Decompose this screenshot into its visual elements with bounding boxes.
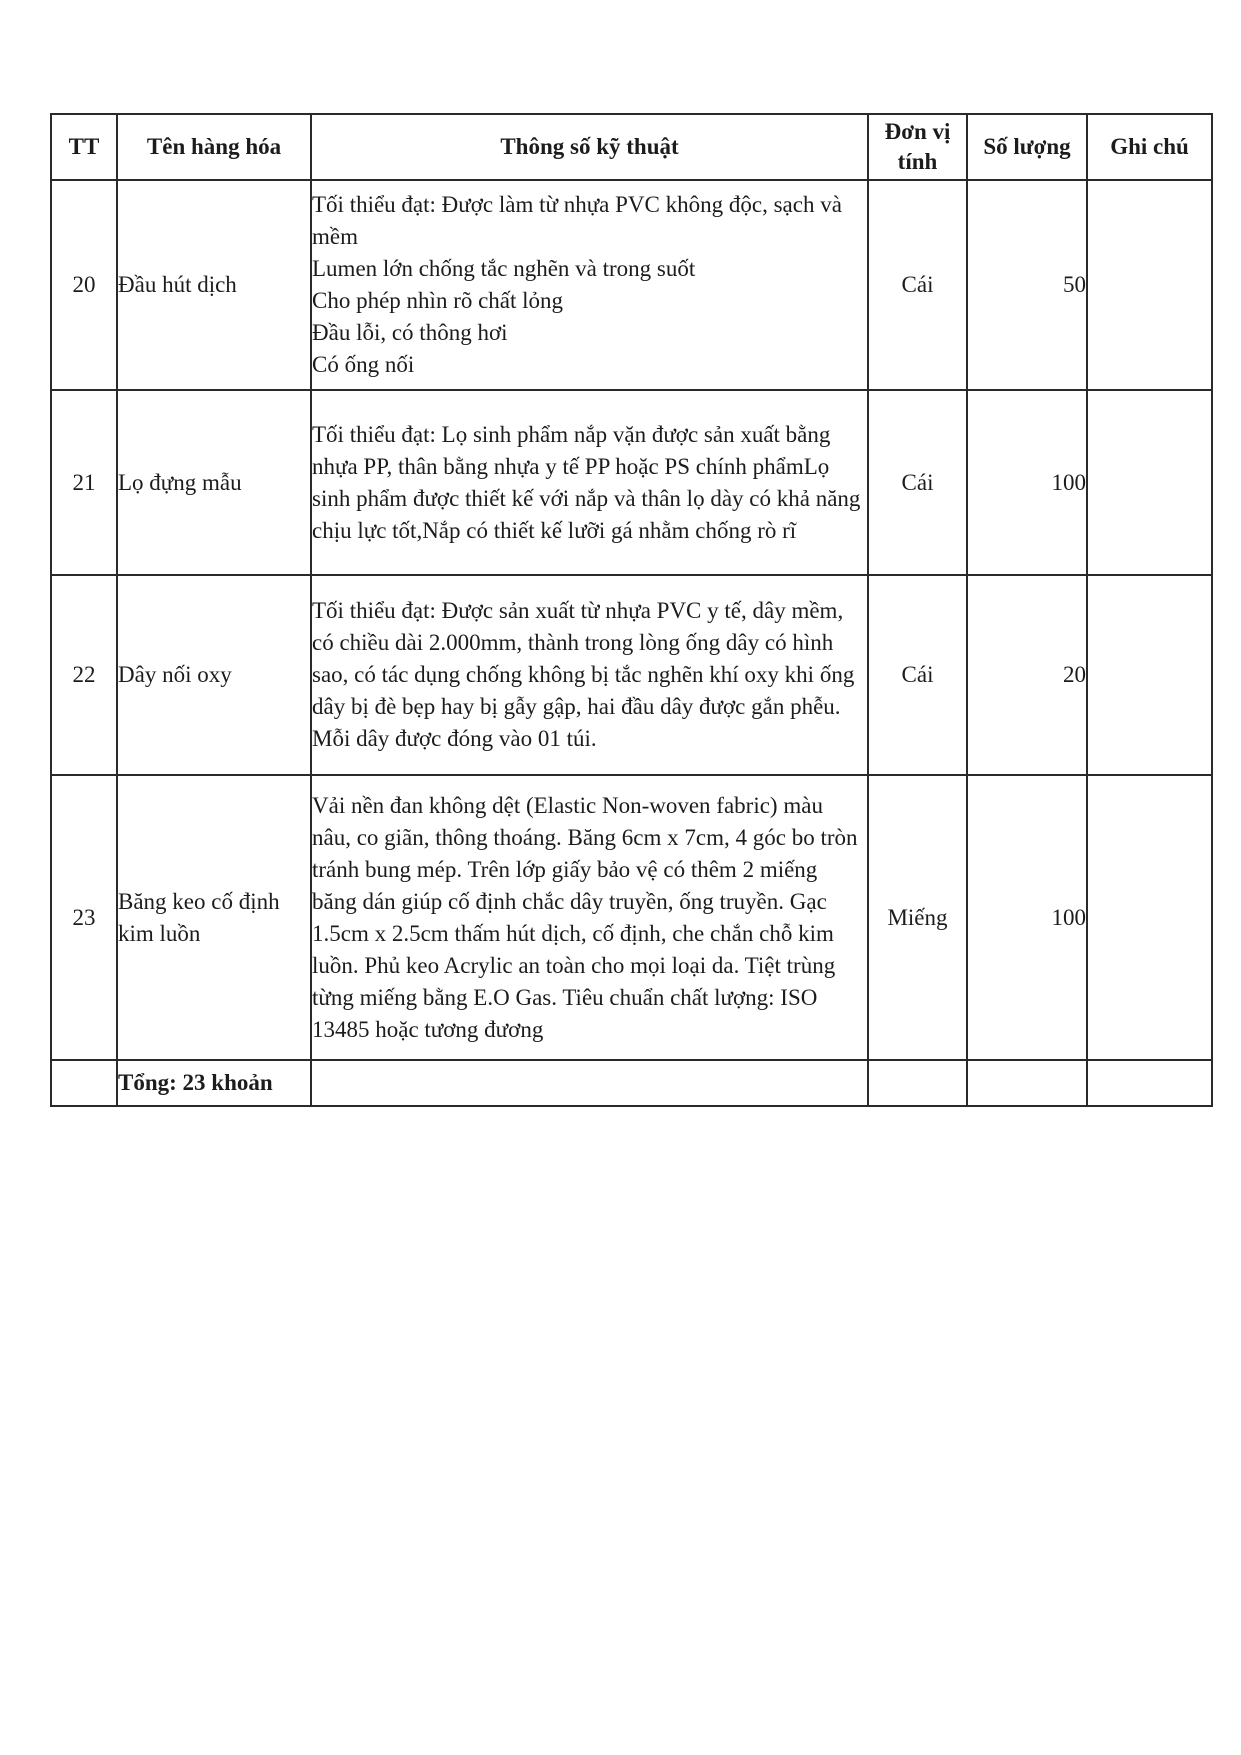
row-name: Lọ đựng mẫu <box>117 390 311 575</box>
total-empty-note <box>1087 1060 1212 1106</box>
row-unit: Cái <box>868 180 967 390</box>
table-total-row <box>51 1060 1212 1106</box>
total-empty-qty <box>967 1060 1087 1106</box>
total-empty-spec <box>311 1060 868 1106</box>
total-label: Tổng: 23 khoản <box>117 1060 311 1106</box>
row-note <box>1087 575 1212 775</box>
row-qty: 100 <box>967 390 1087 575</box>
row-name: Dây nối oxy <box>117 575 311 775</box>
row-note <box>1087 390 1212 575</box>
spec-line: Tối thiểu đạt: Lọ sinh phẩm nắp vặn được sản xuất bằng nhựa PP, thân bằng nhựa y tế PP hoặc PS chính phẩmLọ sinh phẩm được thiết kế với nắp và thân lọ dày có khả năng chịu lực tốt,Nắp có thiết kế lưỡi gá nhằm chống rò rĩ <box>312 421 861 543</box>
table-row <box>51 180 1212 390</box>
header-tt: TT <box>51 114 117 180</box>
table-row <box>51 390 1212 575</box>
spec-line: Đầu lỗi, có thông hơi <box>312 320 508 345</box>
row-spec <box>311 775 868 1060</box>
spec-line: Tối thiểu đạt: Được làm từ nhựa PVC không độc, sạch và mềm <box>312 192 842 249</box>
header-unit-line2: tính <box>897 149 938 174</box>
header-note: Ghi chú <box>1087 114 1212 180</box>
spec-line: Tối thiểu đạt: Được sản xuất từ nhựa PVC y tế, dây mềm, có chiều dài 2.000mm, thành trong lòng ống dây có hình sao, có tác dụng chống không bị tắc nghẽn khí oxy khi ống dây bị đè bẹp hay bị gẫy gập, hai đầu dây được gắn phễu. Mỗi dây được đóng vào 01 túi. <box>312 598 855 751</box>
row-qty: 100 <box>967 775 1087 1060</box>
header-unit-line1: Đơn vị <box>884 119 951 144</box>
spec-line: Vải nền đan không dệt (Elastic Non-woven fabric) màu nâu, co giãn, thông thoáng. Băng 6cm x 7cm, 4 góc bo tròn tránh bung mép. Trên lớp giấy bảo vệ có thêm 2 miếng băng dán giúp cố định chắc dây truyền, ống truyền. Gạc 1.5cm x 2.5cm thấm hút dịch, cố định, che chắn chỗ kim luồn. Phủ keo Acrylic an toàn cho mọi loại da. Tiệt trùng từng miếng bằng E.O Gas. Tiêu chuẩn chất lượng: ISO 13485 hoặc tương đương <box>312 792 858 1042</box>
table-row <box>51 775 1212 1060</box>
row-tt: 20 <box>51 180 117 390</box>
total-empty-tt <box>51 1060 117 1106</box>
goods-table <box>50 113 1213 1107</box>
row-tt: 22 <box>51 575 117 775</box>
header-qty: Số lượng <box>967 114 1087 180</box>
row-unit: Cái <box>868 575 967 775</box>
row-tt: 23 <box>51 775 117 1060</box>
table-header-row <box>51 114 1212 180</box>
spec-line: Lumen lớn chống tắc nghẽn và trong suốt <box>312 256 696 281</box>
row-note <box>1087 775 1212 1060</box>
table-row <box>51 575 1212 775</box>
row-unit: Miếng <box>868 775 967 1060</box>
spec-line: Có ống nối <box>312 352 415 377</box>
row-name: Đầu hút dịch <box>117 180 311 390</box>
header-spec: Thông số kỹ thuật <box>311 114 868 180</box>
row-spec <box>311 390 868 575</box>
row-spec <box>311 575 868 775</box>
row-note <box>1087 180 1212 390</box>
header-name: Tên hàng hóa <box>117 114 311 180</box>
row-tt: 21 <box>51 390 117 575</box>
row-qty: 20 <box>967 575 1087 775</box>
spec-line: Cho phép nhìn rõ chất lỏng <box>312 288 564 313</box>
row-name: Băng keo cố định kim luồn <box>117 775 311 1060</box>
header-unit <box>868 114 967 180</box>
row-qty: 50 <box>967 180 1087 390</box>
total-empty-unit <box>868 1060 967 1106</box>
row-spec <box>311 180 868 390</box>
row-unit: Cái <box>868 390 967 575</box>
